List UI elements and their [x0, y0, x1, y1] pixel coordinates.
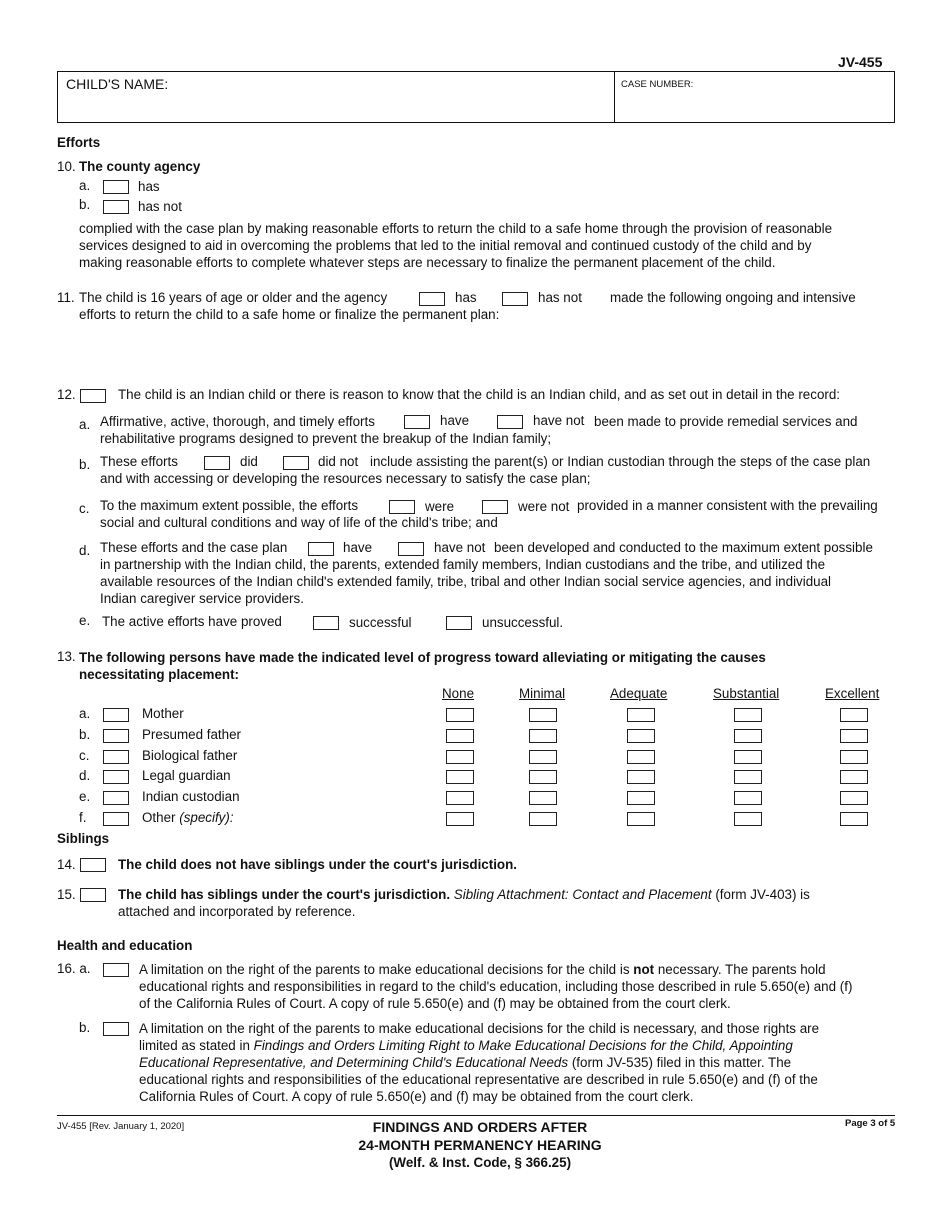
item12d-have-not-label: have not	[434, 540, 486, 555]
item12e-label: e.	[79, 613, 91, 628]
item12a-lead: Affirmative, active, thorough, and timely efforts	[100, 414, 375, 429]
item11-has-not-checkbox[interactable]	[502, 292, 528, 306]
progress-checkbox-adequate[interactable]	[627, 708, 655, 722]
item13-row-label: f.	[79, 810, 87, 825]
item13-person-checkbox[interactable]	[103, 750, 129, 764]
progress-checkbox-substantial[interactable]	[734, 729, 762, 743]
child-name-field[interactable]	[66, 96, 606, 118]
progress-checkbox-substantial[interactable]	[734, 791, 762, 805]
item12c-were-label: were	[425, 499, 455, 514]
progress-checkbox-minimal[interactable]	[529, 750, 557, 764]
footer-title: FINDINGS AND ORDERS AFTER 24-MONTH PERMANENCY HEARING (Welf. & Inst. Code, § 366.25)	[358, 1119, 602, 1170]
item12a-have-label: have	[440, 413, 470, 428]
item12b-did-not-checkbox[interactable]	[283, 456, 309, 470]
item12-text: The child is an Indian child or there is reason to know that the child is an Indian child, and as set out in detail in the record:	[118, 387, 841, 402]
col-substantial: Substantial	[713, 686, 780, 701]
col-excellent: Excellent	[825, 686, 880, 701]
efforts-heading: Efforts	[57, 135, 101, 150]
item10-number: 10.	[57, 159, 76, 174]
item12d-body: in partnership with the Indian child, the parents, extended family members, Indian custodians and the tribe, and utilized the available resources of the Indian child's extended family, tribe, tribal and other Indian social service agencies, and individual Indian caregiver service providers.	[100, 557, 832, 606]
progress-checkbox-minimal[interactable]	[529, 812, 557, 826]
case-number-label: CASE NUMBER:	[621, 79, 694, 90]
item12c-were-checkbox[interactable]	[389, 500, 415, 514]
item16b-label: b.	[79, 1020, 91, 1035]
item14-checkbox[interactable]	[80, 858, 106, 872]
item12d-label: d.	[79, 543, 91, 558]
progress-checkbox-adequate[interactable]	[627, 791, 655, 805]
item12d-have-checkbox[interactable]	[308, 542, 334, 556]
item12b-trail: include assisting the parent(s) or Indian custodian through the steps of the case plan	[370, 454, 871, 469]
item13-person-checkbox[interactable]	[103, 812, 129, 826]
item12b-did-label: did	[240, 454, 258, 469]
col-adequate: Adequate	[610, 686, 668, 701]
item16b-text: A limitation on the right of the parents to make educational decisions for the child is necessary, and those rights are limited as stated in Findings and Orders Limiting Right to Make Educational Decisions for the Child, Appointing Educational Representative, and Determining Child's Educational Needs (form JV-535) filed in this matter. The educational rights and responsibilities of the educational representative are described in rule 5.650(e) and (f) of the California Rules of Court. A copy of rule 5.650(e) and (f) may be obtained from the court clerk.	[139, 1021, 820, 1104]
progress-checkbox-excellent[interactable]	[840, 812, 868, 826]
item16a-text: A limitation on the right of the parents to make educational decisions for the child is not necessary. The parents hold educational rights and responsibilities in regard to the child's education, including those described in rule 5.650(e) and (f) of the California Rules of Court. A copy of rule 5.650(e) and (f) may be obtained from the court clerk.	[139, 962, 853, 1011]
item12b-did-not-label: did not	[318, 454, 359, 469]
progress-checkbox-excellent[interactable]	[840, 791, 868, 805]
item12-number: 12.	[57, 387, 76, 402]
item13-person-label: Legal guardian	[142, 768, 231, 784]
item13-row-label: c.	[79, 747, 90, 763]
progress-checkbox-none[interactable]	[446, 750, 474, 764]
item12b-line2: and with accessing or developing the resources necessary to satisfy the case plan;	[100, 471, 591, 486]
item12e-successful-checkbox[interactable]	[313, 616, 339, 630]
item12b-did-checkbox[interactable]	[204, 456, 230, 470]
item12c-label: c.	[79, 501, 90, 516]
progress-checkbox-minimal[interactable]	[529, 729, 557, 743]
siblings-heading: Siblings	[57, 831, 110, 846]
item13-person-label: Presumed father	[142, 726, 241, 742]
case-number-field[interactable]	[621, 94, 889, 118]
item12e-lead: The active efforts have proved	[102, 614, 282, 629]
progress-checkbox-adequate[interactable]	[627, 812, 655, 826]
footer-rule	[57, 1115, 895, 1116]
progress-checkbox-minimal[interactable]	[529, 770, 557, 784]
header-divider	[614, 71, 615, 123]
item10a-checkbox[interactable]	[103, 180, 129, 194]
item12c-were-not-checkbox[interactable]	[482, 500, 508, 514]
item14-number: 14.	[57, 857, 76, 872]
item12a-have-not-checkbox[interactable]	[497, 415, 523, 429]
item12-checkbox[interactable]	[80, 389, 106, 403]
item13-row-label: b.	[79, 726, 91, 742]
progress-checkbox-adequate[interactable]	[627, 770, 655, 784]
footer-page: Page 3 of 5	[845, 1118, 896, 1129]
progress-checkbox-excellent[interactable]	[840, 708, 868, 722]
item13-person-checkbox[interactable]	[103, 729, 129, 743]
progress-checkbox-none[interactable]	[446, 812, 474, 826]
item12c-line2: social and cultural conditions and way of life of the child's tribe; and	[100, 515, 498, 530]
progress-checkbox-substantial[interactable]	[734, 770, 762, 784]
item12a-trail: been made to provide remedial services and	[594, 414, 858, 429]
item11-has-not-label: has not	[538, 290, 582, 305]
item13-title: The following persons have made the indicated level of progress toward alleviating or mitigating the causes necessitating placement:	[79, 650, 766, 682]
item11-line2: efforts to return the child to a safe home or finalize the permanent plan:	[79, 307, 500, 322]
item10b-text: has not	[138, 199, 182, 214]
item13-person-label: Other (specify):	[142, 810, 234, 825]
child-name-label: CHILD'S NAME:	[66, 76, 169, 92]
item13-person-checkbox[interactable]	[103, 708, 129, 722]
item15-checkbox[interactable]	[80, 888, 106, 902]
form-id: JV-455	[838, 54, 883, 70]
progress-checkbox-minimal[interactable]	[529, 791, 557, 805]
item12e-unsuccessful-label: unsuccessful.	[482, 615, 564, 630]
footer-revision: JV-455 [Rev. January 1, 2020]	[57, 1121, 185, 1132]
item16b-checkbox[interactable]	[103, 1022, 129, 1036]
item13-row-label: a.	[79, 706, 91, 721]
item10a-text: has	[138, 179, 160, 194]
progress-checkbox-excellent[interactable]	[840, 729, 868, 743]
progress-checkbox-excellent[interactable]	[840, 750, 868, 764]
item12d-lead: These efforts and the case plan	[100, 540, 288, 555]
progress-checkbox-none[interactable]	[446, 770, 474, 784]
progress-checkbox-excellent[interactable]	[840, 770, 868, 784]
item12e-unsuccessful-checkbox[interactable]	[446, 616, 472, 630]
item13-number: 13.	[57, 649, 76, 664]
item12c-lead: To the maximum extent possible, the efforts	[100, 498, 359, 513]
item12b-lead: These efforts	[100, 454, 178, 469]
item11-efforts-field[interactable]	[79, 327, 889, 377]
health-heading: Health and education	[57, 938, 193, 953]
item13-row-label: e.	[79, 789, 91, 805]
col-none: None	[442, 686, 475, 701]
item10-title: The county agency	[79, 159, 201, 174]
item11-trail: made the following ongoing and intensive	[610, 290, 856, 305]
item11-has-label: has	[455, 290, 477, 305]
item11-number: 11.	[57, 290, 75, 305]
item15-number: 15.	[57, 887, 76, 902]
progress-checkbox-none[interactable]	[446, 729, 474, 743]
item12d-have-not-checkbox[interactable]	[398, 542, 424, 556]
col-minimal: Minimal	[519, 686, 566, 701]
item13-person-label: Biological father	[142, 747, 238, 763]
item10b-checkbox[interactable]	[103, 200, 129, 214]
item13-person-label: Mother	[142, 706, 184, 721]
item13-person-checkbox[interactable]	[103, 770, 129, 784]
item12d-trail: been developed and conducted to the maximum extent possible	[494, 540, 873, 555]
item12a-label: a.	[79, 417, 91, 432]
progress-checkbox-substantial[interactable]	[734, 708, 762, 722]
item10a-label: a.	[79, 178, 91, 193]
item15-line2: attached and incorporated by reference.	[118, 904, 356, 919]
item12c-trail: provided in a manner consistent with the prevailing	[577, 498, 878, 513]
progress-checkbox-substantial[interactable]	[734, 750, 762, 764]
item12c-were-not-label: were not	[518, 499, 570, 514]
item12b-label: b.	[79, 457, 91, 472]
item12d-have-label: have	[343, 540, 373, 555]
item11-has-checkbox[interactable]	[419, 292, 445, 306]
item13-row-label: d.	[79, 768, 91, 784]
progress-checkbox-adequate[interactable]	[627, 750, 655, 764]
item10b-label: b.	[79, 197, 91, 212]
progress-checkbox-adequate[interactable]	[627, 729, 655, 743]
item13-person-checkbox[interactable]	[103, 791, 129, 805]
item12a-have-not-label: have not	[533, 413, 585, 428]
item11-lead: The child is 16 years of age or older and the agency	[79, 290, 388, 305]
progress-checkbox-none[interactable]	[446, 708, 474, 722]
progress-checkbox-none[interactable]	[446, 791, 474, 805]
item16a-number: 16. a.	[57, 961, 91, 976]
item12a-have-checkbox[interactable]	[404, 415, 430, 429]
progress-checkbox-minimal[interactable]	[529, 708, 557, 722]
item10-body: complied with the case plan by making reasonable efforts to return the child to a safe home through the provision of reasonable services designed to aid in overcoming the problems that led to the initial removal and continued custody of the child and by making reasonable efforts to complete whatever steps are necessary to finalize the permanent placement of the child.	[79, 221, 833, 270]
item15-text: The child has siblings under the court's jurisdiction. Sibling Attachment: Contact and Placement (form JV-403) is	[118, 887, 810, 902]
item13-person-label: Indian custodian	[142, 789, 240, 805]
item12a-line2: rehabilitative programs designed to prevent the breakup of the Indian family;	[100, 431, 552, 446]
progress-checkbox-substantial[interactable]	[734, 812, 762, 826]
item12e-successful-label: successful	[349, 615, 412, 630]
item16a-checkbox[interactable]	[103, 963, 129, 977]
item14-text: The child does not have siblings under the court's jurisdiction.	[118, 857, 517, 872]
